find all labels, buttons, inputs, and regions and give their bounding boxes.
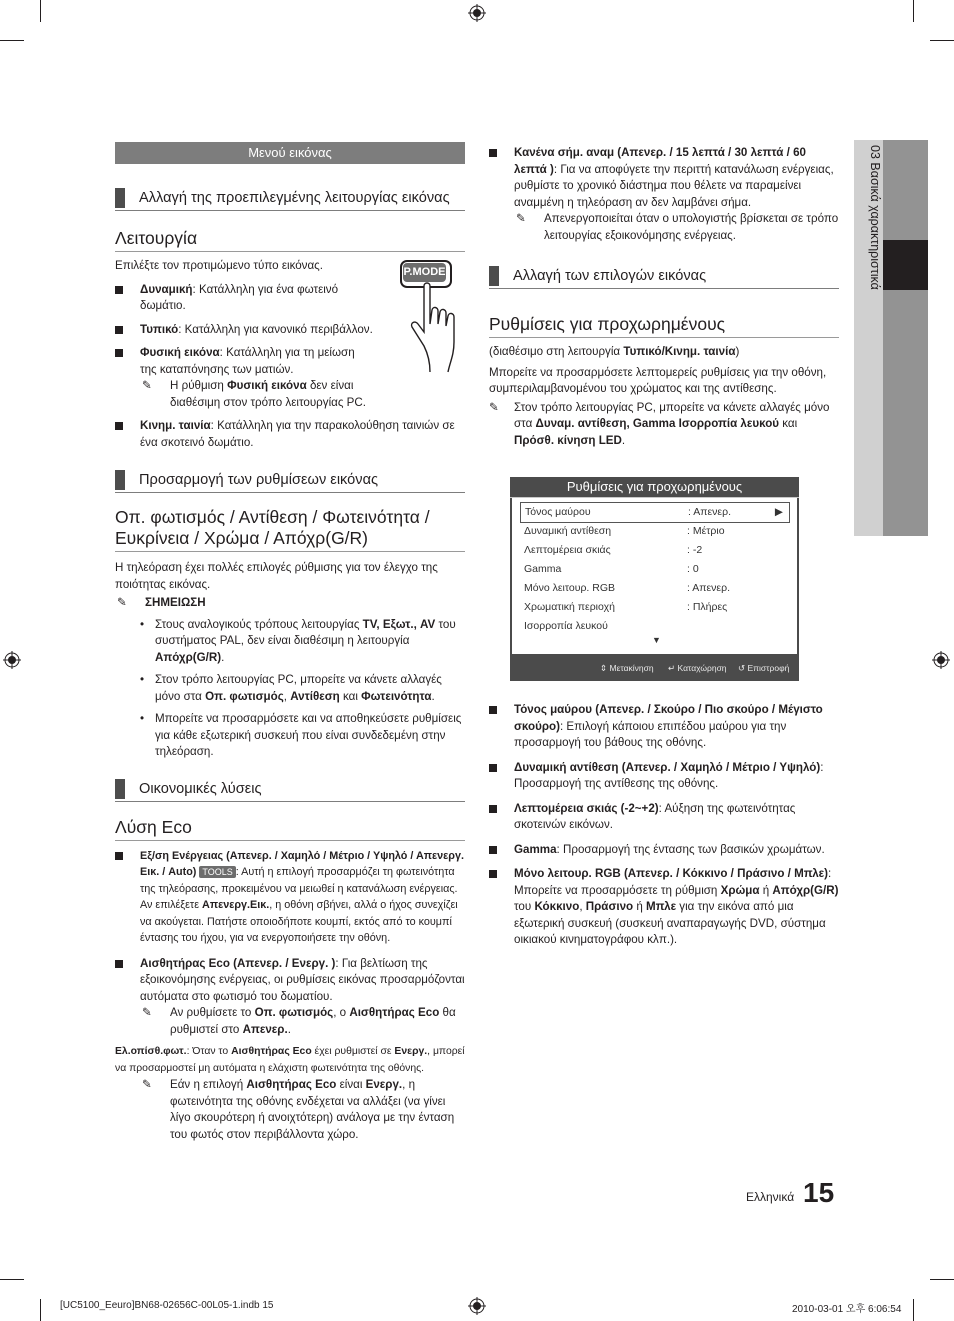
- crop-mark: [930, 40, 954, 41]
- pencil-icon: ✎: [142, 379, 152, 392]
- registration-mark-icon: [932, 651, 950, 669]
- list-item: Τυπικό: Κατάλληλη για κανονικό περιβάλλον.: [115, 322, 380, 339]
- note: ✎ Η ρύθμιση Φυσική εικόνα δεν είναι διαθέσιμη στον τρόπο λειτουργίας PC.: [142, 379, 366, 409]
- crop-mark: [930, 1279, 954, 1280]
- list-item: Τόνος μαύρου (Απενερ. / Σκούρο / Πιο σκούρο / Μέγιστο σκούρο): Επιλογή κάποιου επιπέδου μαύρου για την προσαρμογή του βάθους της οθόνης.: [489, 702, 839, 752]
- osd-row[interactable]: Δυναμική αντίθεση : Μέτριο: [524, 525, 725, 537]
- advanced-availability: (διαθέσιμο στη λειτουργία Τυπικό/Κινημ. ταινία): [489, 345, 740, 358]
- registration-mark-icon: [468, 4, 486, 22]
- registration-mark-icon: [3, 651, 21, 669]
- chapter-side-label: 03 Βασικά χαρακτηριστικά: [868, 145, 882, 290]
- osd-title: Ρυθμίσεις για προχωρημένους: [510, 477, 799, 498]
- osd-footer: [510, 655, 799, 681]
- osd-row[interactable]: Μόνο λειτουρ. RGB : Απενερ.: [524, 582, 731, 594]
- note-bullet: • Μπορείτε να προσαρμόσετε και να αποθηκεύσετε ρυθμίσεις για κάθε εξωτερική συσκευή που είναι συνδεδεμένη στην τηλεόραση.: [115, 711, 465, 761]
- pencil-icon: ✎: [142, 1078, 152, 1091]
- crop-mark: [913, 0, 914, 22]
- registration-mark-icon: [468, 1297, 486, 1315]
- osd-row[interactable]: Gamma : 0: [524, 563, 699, 575]
- mode-intro: Επιλέξτε τον προτιμώμενο τύπο εικόνας.: [115, 259, 323, 272]
- pencil-icon: ✎: [516, 212, 526, 225]
- osd-return-hint: ↺ Επιστροφή: [738, 663, 790, 673]
- arrow-right-icon: ▶: [774, 506, 783, 518]
- crop-mark: [0, 1279, 24, 1280]
- subsection-heading: Αλλαγή της προεπιλεγμένης λειτουργίας εικόνας: [115, 188, 465, 211]
- hand-icon: [408, 280, 468, 375]
- pencil-icon: ✎: [142, 1006, 152, 1019]
- left-column: [115, 142, 465, 1143]
- list-item: Φυσική εικόνα: Κατάλληλη για τη μείωση της καταπόνησης των ματιών.: [115, 345, 370, 378]
- subsection-heading: Αλλαγή των επιλογών εικόνας: [489, 266, 839, 289]
- pencil-icon: ✎: [489, 400, 499, 414]
- list-item: Κανένα σήμ. αναμ (Απενερ. / 15 λεπτά / 30 λεπτά / 60 λεπτά ): Για να αποφύγετε την περιττή κατανάλωση ενέργειας, ρυθμίστε το χρονικό διάστημα που θέλετε να παραμείνει αναμμένη η τηλεόραση αν δεν λαμβάνει σήμα.: [489, 145, 839, 211]
- language-label: Ελληνικά: [746, 1190, 795, 1204]
- crop-mark: [0, 40, 24, 41]
- osd-panel: [512, 498, 797, 654]
- note: ✎ Εάν η επιλογή Αισθητήρας Eco είναι Ενεργ., η φωτεινότητα της οθόνης ενδέχεται να αλλάξει (να γίνει λίγο σκουρότερη ή ανοιχτότερη) ανάλογα με την ένταση του φωτός στον περιβάλλοντα χώρο.: [142, 1078, 455, 1141]
- list-item: Δυναμική: Κατάλληλη για ένα φωτεινό δωμάτιο.: [115, 282, 380, 315]
- osd-row[interactable]: Λεπτομέρεια σκιάς : -2: [524, 544, 703, 556]
- note-bullet: • Στον τρόπο λειτουργίας PC, μπορείτε να κάνετε αλλαγές μόνο στα Οπ. φωτισμός, Αντίθεση και Φωτεινότητα.: [115, 672, 465, 705]
- page-number: 15: [803, 1177, 835, 1208]
- adjust-intro: Η τηλεόραση έχει πολλές επιλογές ρύθμισης για τον έλεγχο της ποιότητας εικόνας.: [115, 561, 438, 591]
- heading-mode: Λειτουργία: [115, 227, 465, 252]
- right-column: [489, 145, 839, 449]
- osd-row[interactable]: Ισορροπία λευκού: [524, 620, 608, 632]
- scroll-down-icon[interactable]: ▼: [652, 635, 661, 645]
- note: ✎ Στον τρόπο λειτουργίας PC, μπορείτε να κάνετε αλλαγές μόνο στα Δυναμ. αντίθεση, Gamma Ισορροπία λευκού και Πρόσθ. κίνηση LED.: [489, 400, 830, 447]
- list-item: Εξ/ση Ενέργειας (Απενερ. / Χαμηλό / Μέτριο / Υψηλό / Απενεργ. Εικ. / Auto) TOOLS : Αυτή η επιλογή προσαρμόζει τη φωτεινότητα της τηλεόρασης, προκειμένου να μειωθεί η κατανάλωση ενέργειας. Αν επιλέξετε Απενεργ.Εικ., η οθόνη σβήνει, αλλά ο ήχος συνεχίζει να ακούγεται. Πατήστε οποιοδήποτε κουμπί, εκτός από το κουμπί έντασης του ήχου, για να ενεργοποιήσετε την οθόνη.: [115, 848, 465, 947]
- list-item: Μόνο λειτουρ. RGB (Απενερ. / Κόκκινο / Πράσινο / Μπλε): Μπορείτε να προσαρμόσετε τη ρύθμιση Χρώμα ή Απόχρ(G/R) του Κόκκινο, Πράσινο ή Μπλε για την εικόνα από μια εξωτερική συσκευή (συσκευή αναπαραγωγής DVD, σύστημα οικιακού κινηματογράφου κλπ.).: [489, 866, 839, 949]
- enter-icon: ↵: [668, 663, 676, 673]
- crop-mark: [40, 0, 41, 22]
- subsection-heading: Προσαρμογή των ρυθμίσεων εικόνας: [115, 470, 465, 493]
- list-item: Δυναμική αντίθεση (Απενερ. / Χαμηλό / Μέτριο / Υψηλό): Προσαρμογή της αντίθεσης της οθόνης.: [489, 760, 839, 793]
- list-item: Gamma: Προσαρμογή της έντασης των βασικών χρωμάτων.: [489, 842, 839, 859]
- backlight-text: Ελ.οπίσθ.φωτ.: Όταν το Αισθητήρας Eco έχει ρυθμιστεί σε Ενεργ., μπορεί να προσαρμοστεί μη αυτόματα η ελάχιστη φωτεινότητα της οθόνης.: [115, 1046, 465, 1074]
- crop-mark: [913, 1299, 914, 1321]
- print-file-info: [UC5100_Eeuro]BN68-02656C-00L05-1.indb 15: [60, 1300, 274, 1311]
- section-bar: Μενού εικόνας: [115, 142, 465, 164]
- right-column-lower: [489, 702, 839, 949]
- pencil-icon: ✎: [117, 596, 127, 609]
- note: ✎ Απενεργοποιείται όταν ο υπολογιστής βρίσκεται σε τρόπο λειτουργίας εξοικονόμησης ενέργειας.: [516, 212, 839, 242]
- heading-eco: Λύση Eco: [115, 816, 465, 841]
- note-label: ✎ ΣΗΜΕΙΩΣΗ: [115, 595, 465, 612]
- updown-icon: ⇕: [600, 663, 608, 673]
- advanced-settings-osd: [510, 477, 799, 681]
- list-item: Λεπτομέρεια σκιάς (-2~+2): Αύξηση της φωτεινότητας σκοτεινών εικόνων.: [489, 801, 839, 834]
- crop-mark: [40, 1299, 41, 1321]
- osd-move-hint: ⇕ Μετακίνηση: [600, 663, 654, 673]
- note-bullet: • Στους αναλογικούς τρόπους λειτουργίας TV, Εξωτ., AV του συστήματος PAL, δεν είναι διαθέσιμη η λειτουργία Απόχρ(G/R).: [115, 617, 465, 667]
- note: ✎ Αν ρυθμίσετε το Οπ. φωτισμός, ο Αισθητήρας Eco θα ρυθμιστεί στο Απενερ..: [142, 1006, 456, 1036]
- osd-enter-hint: ↵ Καταχώρηση: [668, 663, 727, 673]
- osd-row-selected[interactable]: Τόνος μαύρου : Απενερ. ▶: [520, 502, 790, 523]
- heading-advanced: Ρυθμίσεις για προχωρημένους: [489, 313, 839, 338]
- remote-hand-illustration: [398, 258, 468, 373]
- print-date: 2010-03-01 오후 6:06:54: [792, 1304, 902, 1315]
- osd-row[interactable]: Χρωματική περιοχή : Πλήρες: [524, 601, 728, 613]
- subsection-heading: Οικονομικές λύσεις: [115, 779, 465, 802]
- advanced-intro: Μπορείτε να προσαρμόσετε λεπτομερείς ρυθμίσεις για την οθόνη, συμπεριλαμβανομένου του χρώματος και της αντίθεσης.: [489, 365, 827, 395]
- heading-adjust: Οπ. φωτισμός / Αντίθεση / Φωτεινότητα / Ευκρίνεια / Χρώμα / Απόχρ(G/R): [115, 507, 465, 552]
- list-item: Αισθητήρας Eco (Απενερ. / Ενεργ. ): Για βελτίωση της εξοικονόμησης ενέργειας, οι ρυθμίσεις εικόνας προσαρμόζονται αυτόματα στο φωτισμό του δωματίου.: [115, 956, 465, 1006]
- pmode-button: P.MODE: [403, 263, 446, 282]
- tools-badge: TOOLS: [199, 866, 235, 878]
- list-item: Κινημ. ταινία: Κατάλληλη για την παρακολούθηση ταινιών σε ένα σκοτεινό δωμάτιο.: [115, 418, 465, 451]
- return-icon: ↺: [738, 663, 746, 673]
